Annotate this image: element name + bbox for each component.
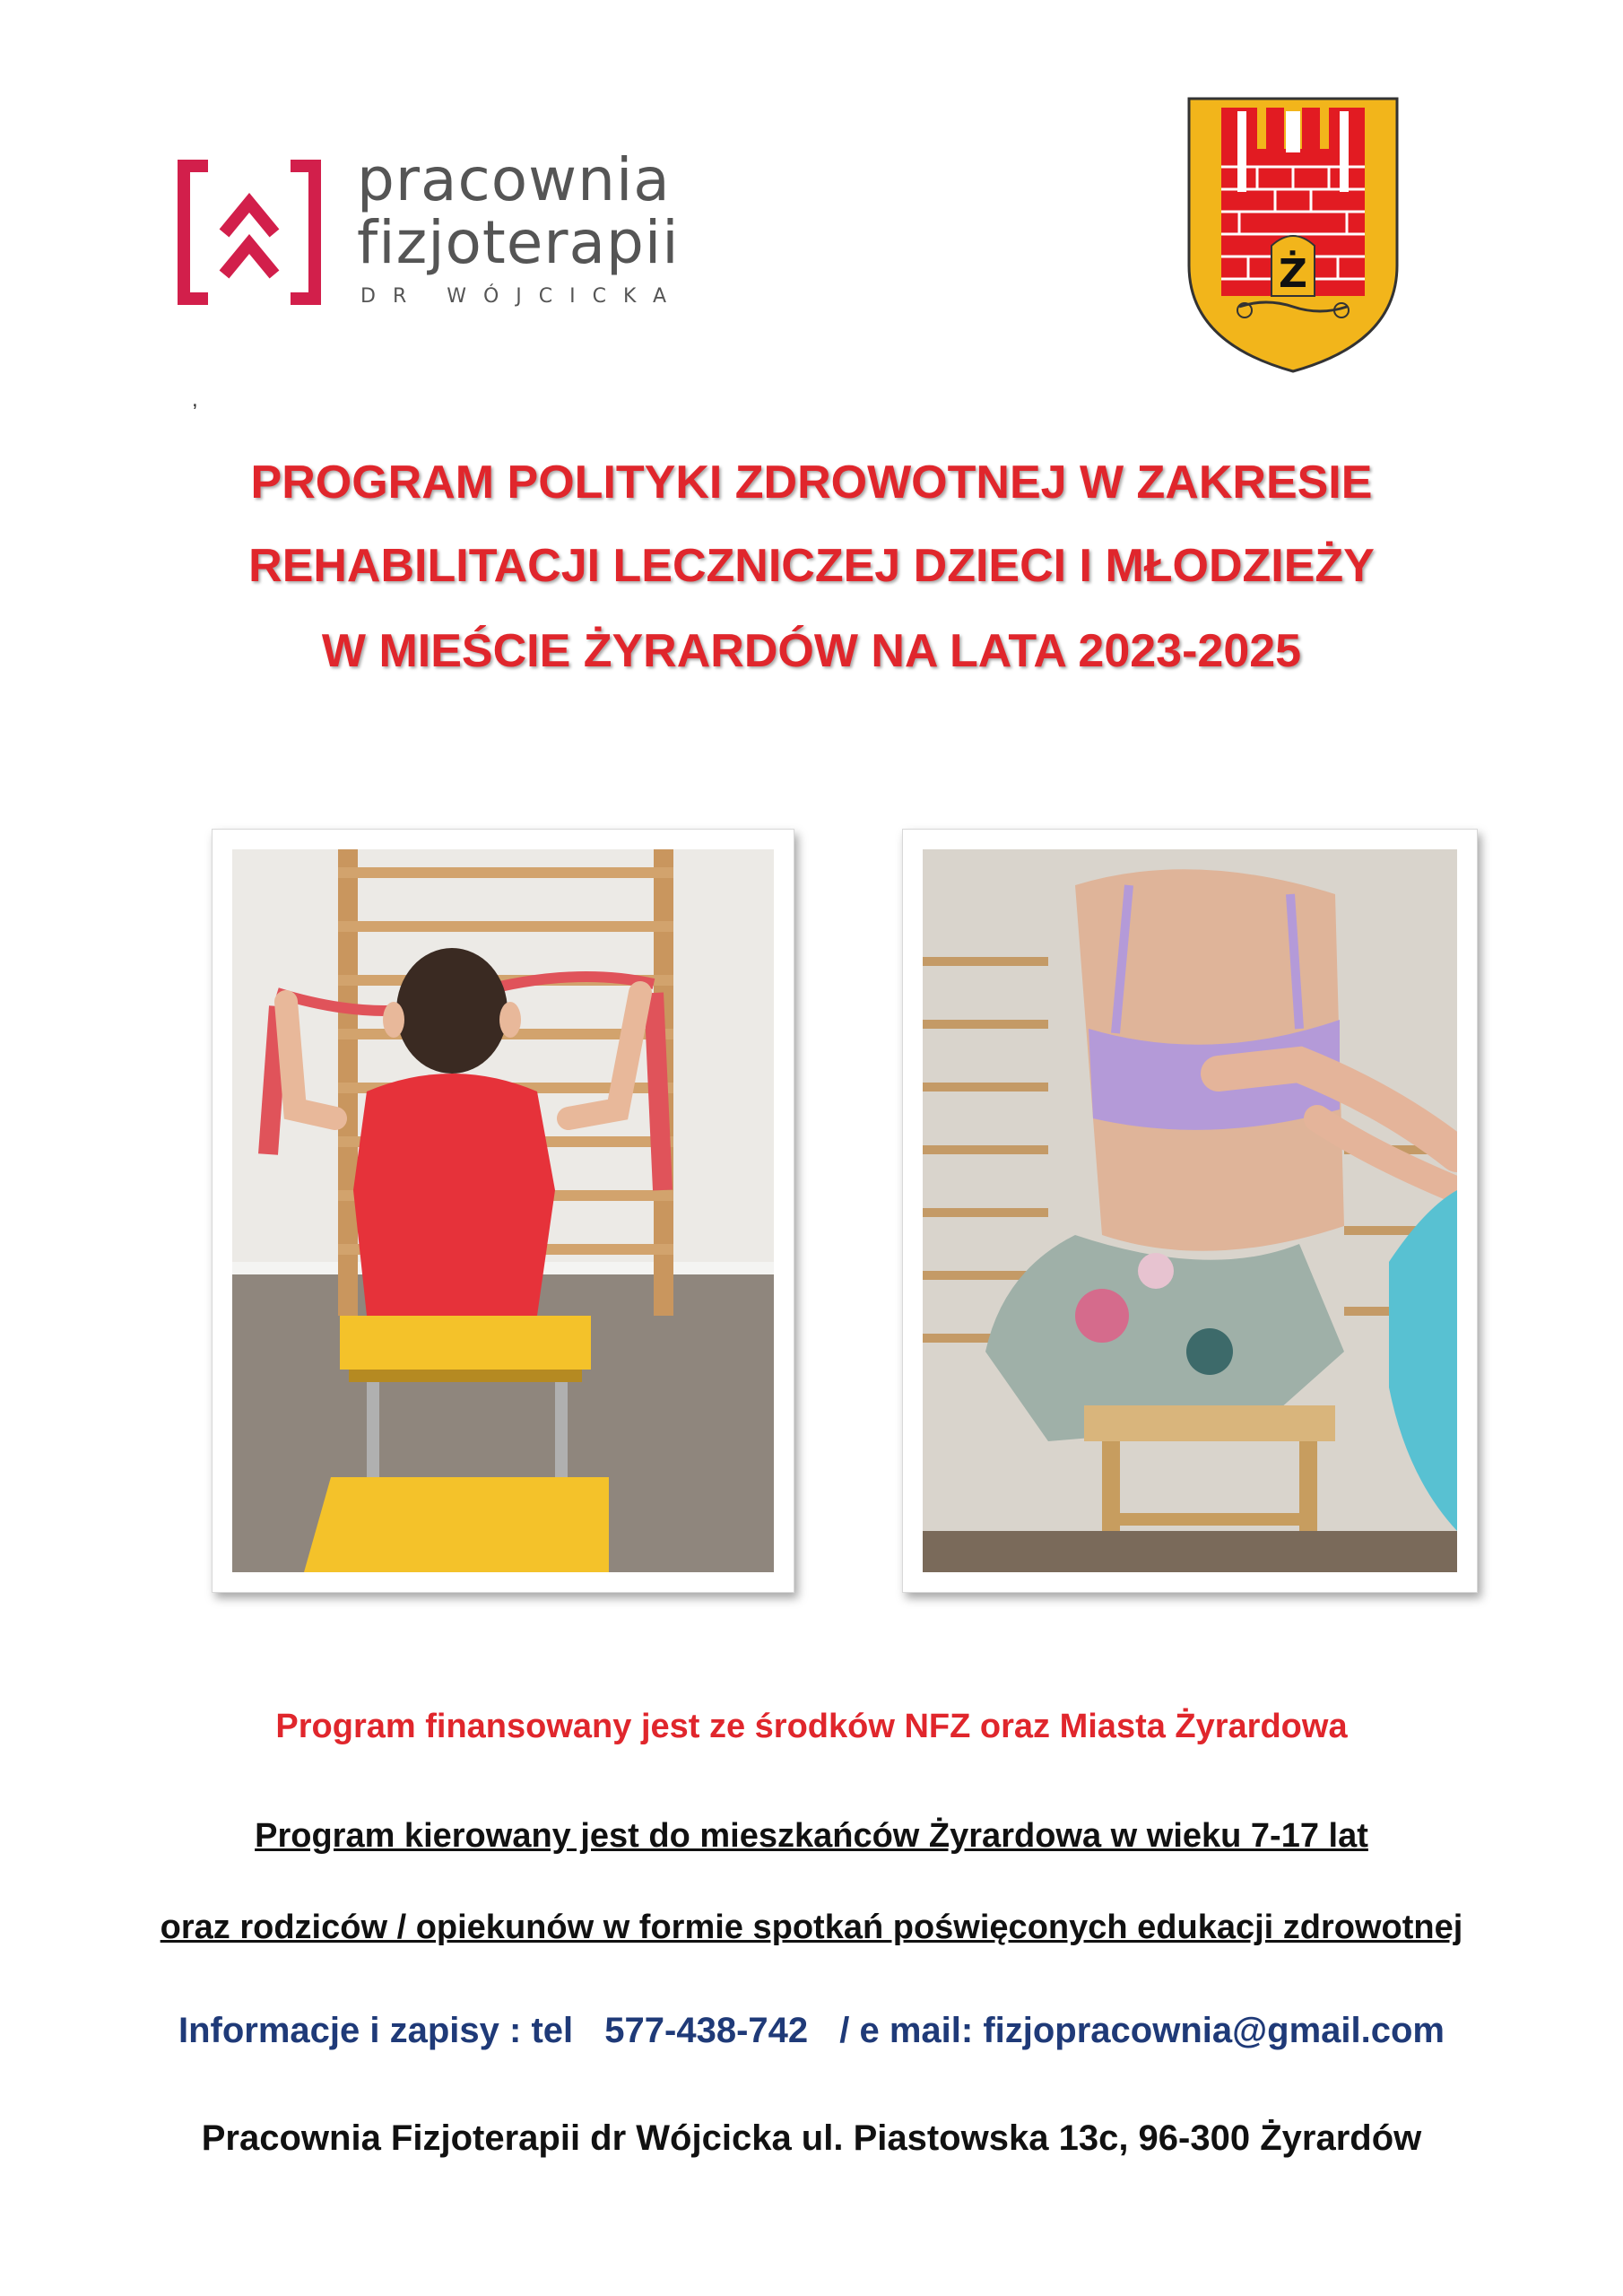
logo-text-line2: fizjoterapii [357,208,680,277]
photo-therapy-illustration [923,849,1457,1572]
logo-text-line1: pracownia [357,145,671,214]
photo-child-illustration [232,849,774,1572]
logo-subtitle: DR WÓJCICKA [360,285,684,308]
title-line-3: W MIEŚCIE ŻYRARDÓW NA LATA 2023-2025 [321,625,1302,677]
title-line-2: REHABILITACJI LECZNICZEJ DZIECI I MŁODZIEŻY [248,540,1375,592]
photo-therapy-session [902,829,1478,1593]
contact-email[interactable]: fizjopracownia@gmail.com [983,2011,1445,2050]
city-coat-of-arms [1185,95,1401,375]
contact-prefix: Informacje i zapisy : tel [178,2011,574,2050]
contact-email-prefix: / e mail: [839,2011,974,2050]
target-group-line-1: Program kierowany jest do mieszkańców Żyrardowa w wieku 7-17 lat [255,1817,1368,1855]
target-group-line-2: oraz rodziców / opiekunów w formie spotkań poświęconych edukacji zdrowotnej [160,1909,1463,1946]
photo-child-exercise [212,829,794,1593]
contact-phone[interactable]: 577-438-742 [604,2011,809,2050]
clinic-logo-mark [178,160,321,305]
title-line-1: PROGRAM POLITYKI ZDROWOTNEJ W ZAKRESIE [250,457,1373,509]
funding-note: Program finansowany jest ze środków NFZ oraz Miasta Żyrardowa [275,1708,1348,1745]
stray-comma: , [192,387,198,412]
clinic-address: Pracownia Fizjoterapii dr Wójcicka ul. Piastowska 13c, 96-300 Żyrardów [201,2118,1422,2158]
contact-info [0,2013,1623,2048]
coat-letter: Ż [1279,251,1307,297]
